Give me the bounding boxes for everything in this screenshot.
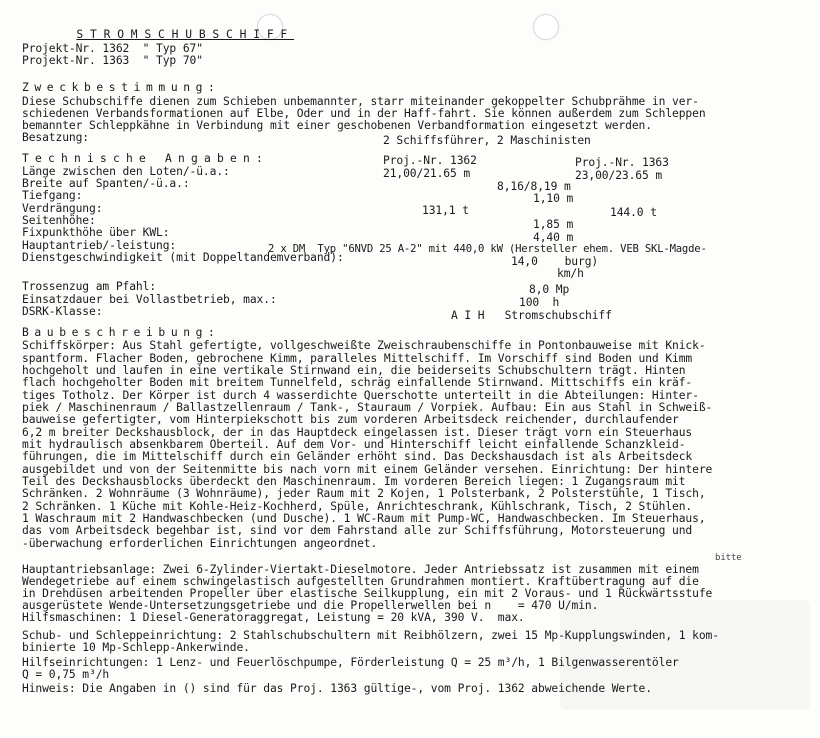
machinery-line-10: Hinweis: Die Angaben in () sind für das Proj. 1363 gültige-, vom Proj. 1362 abweichende Werte.: [22, 682, 652, 695]
machinery-line-2: Wendegetriebe auf einem schwingelastisch aufgestellten Grundrahmen montiert. Kraftübertragung auf die: [22, 575, 699, 588]
construction-line-17: -überwachung erforderlichen Einrichtungen angeordnet.: [22, 537, 378, 550]
tech-row-laenge-v2: 23,00/23.65 m: [575, 169, 663, 182]
tech-row-geschwindigkeit-label: Dienstgeschwindigkeit (mit Doppeltandemverband):: [22, 251, 344, 264]
purpose-line-2: schiedenen Verbandsformationen auf Elbe, Oder und in der Haff-fahrt. Sie können außerdem zum Schleppen: [22, 107, 706, 120]
tech-row-trossenzug-label: Trossenzug am Pfahl:: [22, 280, 157, 293]
tech-row-einsatzdauer-label: Einsatzdauer bei Vollastbetrieb, max.:: [22, 293, 277, 306]
crew-value: 2 Schiffsführer, 2 Maschinisten: [383, 134, 591, 147]
tech-row-laenge-label: Länge zwischen den Loten/-ü.a.:: [22, 165, 230, 178]
construction-line-5: tiges Totholz. Der Körper ist durch 4 wasserdichte Querschotte unterteilt in die Abteilungen: Hinter-: [22, 389, 699, 402]
tech-row-seitenhoehe-label: Seitenhöhe:: [22, 214, 96, 227]
punch-hole-right: [533, 14, 559, 40]
document-title-text: STROMSCHUBSCHIFF: [76, 28, 295, 41]
tech-row-fixpunkt-label: Fixpunkthöhe über KWL:: [22, 226, 170, 239]
tech-col1-header: Proj.-Nr. 1362: [383, 154, 477, 167]
crew-label: Besatzung:: [22, 131, 90, 144]
construction-line-11: ausgebildet und von der Seitenmitte bis nach vorn mit einem Geländer versehen. Einrichtung: Der hintere: [22, 463, 713, 476]
construction-line-14: 2 Schränken. 1 Küche mit Kohle-Heiz-Kochherd, Spüle, Anrichteschrank, Kühlschrank, Tisch, 2 Stühlen.: [22, 500, 693, 513]
construction-line-9: mit hydraulisch absenkbarem Oberteil. Auf dem Vor- und Hinterschiff leicht einfallende Schanzkleid-: [22, 438, 686, 451]
construction-line-13: Schränken. 2 Wohnräume (3 Wohnräume), jeder Raum mit 2 Kojen, 1 Polsterbank, 2 Polsterstühle, 1 Tisch,: [22, 487, 706, 500]
construction-line-12: Teil des Deckshausblocks überdeckt den Maschinenraum. Im vorderen Bereich liegen: 1 Zugangsraum mit: [22, 475, 686, 488]
construction-heading: Baubeschreibung:: [22, 326, 221, 339]
tech-row-dsrk-v: A I H Stromschubschiff: [451, 309, 612, 322]
machinery-line-9: Q = 0,75 m³/h: [22, 668, 110, 681]
purpose-heading: Zweckbestimmung:: [22, 81, 221, 94]
construction-line-6: piek / Maschinenraum / Ballastzellenraum / Tank-, Stauraum / Vorpiek. Aufbau: Ein aus Stahl in Schweiß-: [22, 401, 713, 414]
construction-line-15: 1 Waschraum mit 2 Handwaschbecken (und Dusche). 1 WC-Raum mit Pump-WC, Handwaschbecken. Im Steuerhaus,: [22, 512, 706, 525]
purpose-line-1: Diese Schubschiffe dienen zum Schieben unbemannter, starr miteinander gekoppelter Schubprähme in ver-: [22, 95, 699, 108]
project-line-1: Projekt-Nr. 1362 " Typ 67": [22, 42, 203, 55]
construction-line-7: bauweise gefertigter, vom Hinterpiekschott bis zum vorderen Arbeitsdeck reichender, durchlaufender: [22, 413, 679, 426]
machinery-line-4: ausgerüstete Wende-Untersetzungsgetriebe und die Propellerwellen bei n = 470 U/min.: [22, 599, 599, 612]
tech-row-breite-v: 8,16/8,19 m: [497, 180, 571, 193]
tech-row-trossenzug-v: 8,0 Mp: [529, 283, 570, 296]
machinery-line-1: Hauptantriebsanlage: Zwei 6-Zylinder-Viertakt-Dieselmotore. Jeder Antriebssatz ist zusammen mit einem: [22, 563, 699, 576]
construction-line-8: 6,2 m breiter Deckshausblock, der in das Hauptdeck eingelassen ist. Dieser trägt vorn ein Steuerhaus: [22, 426, 693, 439]
tech-row-fixpunkt-v: 4,40 m: [533, 231, 574, 244]
machinery-line-3: in Drehdüsen arbeitenden Propeller über elastische Seilkupplung, ein mit 2 Voraus- und 1 Rückwärtsstufe: [22, 587, 713, 600]
tech-row-geschwindigkeit-unit: km/h: [557, 267, 584, 280]
construction-line-1: Schiffskörper: Aus Stahl gefertigte, vollgeschweißte Zweischraubenschiffe in Pontonbauweise mit Knick-: [22, 339, 706, 352]
construction-stray-text: bitte: [715, 553, 742, 563]
tech-row-hauptantrieb-v: 2 x DM Typ "6NVD 25 A-2" mit 440,0 kW (Hersteller ehem. VEB SKL-Magde-: [268, 243, 707, 255]
machinery-line-5: Hilfsmaschinen: 1 Diesel-Generatoraggregat, Leistung = 20 kVA, 390 V. max.: [22, 611, 525, 624]
tech-row-tiefgang-v: 1,10 m: [533, 192, 574, 205]
construction-line-3: hochgeholt und laufen in eine vertikale Stirnwand ein, die beiderseits Schubschultern trägt. Hinten: [22, 364, 686, 377]
tech-row-einsatzdauer-v: 100 h: [519, 296, 560, 309]
tech-row-hauptantrieb-label: Hauptantrieb/-leistung:: [22, 239, 177, 252]
tech-row-seitenhoehe-v: 1,85 m: [533, 218, 574, 231]
tech-row-verdraengung-v2: 144.0 t: [610, 206, 657, 219]
construction-line-2: spantform. Flacher Boden, gebrochene Kimm, paralleles Mittelschiff. Im Vorschiff sind Boden und Kimm: [22, 352, 693, 365]
machinery-line-6: Schub- und Schleppeinrichtung: 2 Stahlschubschultern mit Reibhölzern, zwei 15 Mp-Kupplungswinden, 1 kom-: [22, 629, 719, 642]
tech-row-dsrk-label: DSRK-Klasse:: [22, 305, 103, 318]
purpose-line-3: bemannter Schleppkähne in Verbindung mit einer geschobenen Verbandformation eingesetzt werden.: [22, 119, 652, 132]
tech-col2-header: Proj.-Nr. 1363: [575, 156, 669, 169]
machinery-line-7: binierte 10 Mp-Schlepp-Ankerwinde.: [22, 641, 250, 654]
tech-row-geschwindigkeit-v: 14,0 burg): [511, 255, 599, 268]
tech-row-laenge-v1: 21,00/21.65 m: [383, 167, 471, 180]
construction-line-10: führungen, die im Mittelschiff durch ein Geländer erhöht sind. Das Deckshausdach ist als Arbeitsdeck: [22, 450, 693, 463]
tech-row-breite-label: Breite auf Spanten/-ü.a.:: [22, 177, 190, 190]
construction-line-16: das vom Arbeitsdeck begehbar ist, sind vor dem Fahrstand alle zur Schiffsführung, Motorsteuerung und: [22, 524, 693, 537]
machinery-line-8: Hilfseinrichtungen: 1 Lenz- und Feuerlöschpumpe, Förderleistung Q = 25 m³/h, 1 Bilgenwasserentöler: [22, 656, 679, 669]
tech-row-tiefgang-label: Tiefgang:: [22, 189, 83, 202]
tech-row-verdraengung-label: Verdrängung:: [22, 202, 103, 215]
project-line-2: Projekt-Nr. 1363 " Typ 70": [22, 54, 203, 67]
tech-row-verdraengung-v1: 131,1 t: [422, 204, 469, 217]
tech-heading: Technische Angaben:: [22, 152, 270, 165]
construction-line-4: flach hochgeholter Boden mit breitem Tunnelfeld, schräg einfallende Stirnwand. Mittschiffs ein kräf-: [22, 376, 693, 389]
